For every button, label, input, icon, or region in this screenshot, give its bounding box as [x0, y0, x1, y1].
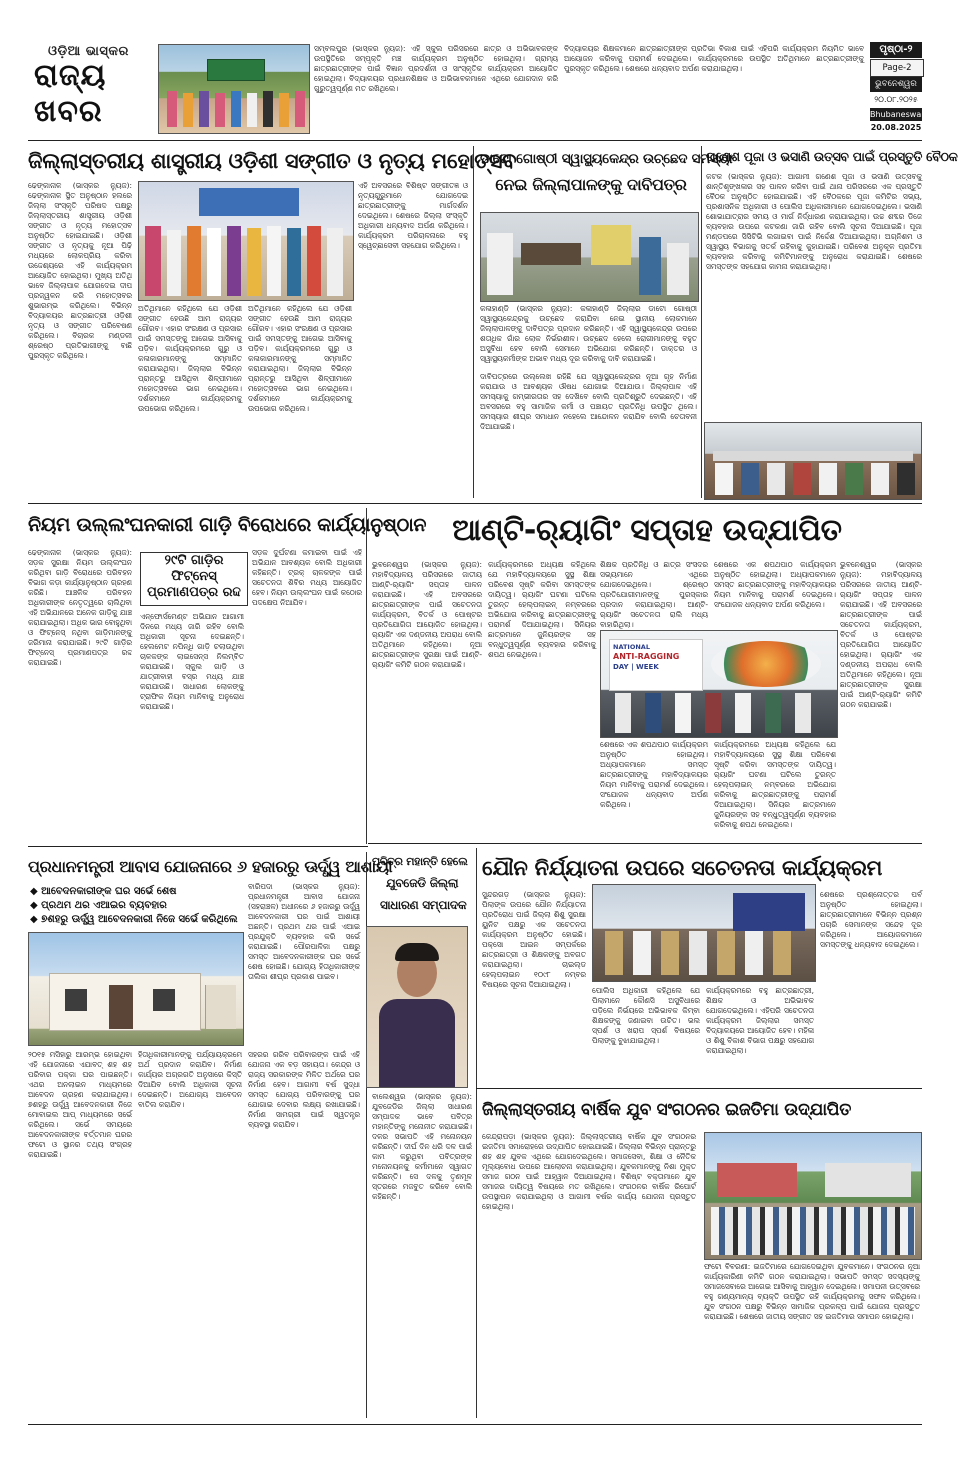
- health-centre-body1: କଳାହାଣ୍ଡି (ଭାସ୍କର ନ୍ୟୁଜ): କଳାହାଣ୍ଡି ଜିଲ୍ଲାର ଡାଟୋ ଗୋଷ୍ଠୀ ସ୍ୱାସ୍ଥ୍ୟକେନ୍ଦ୍ରକୁ ଉଚ୍ଛେଦ କରାଯିବା ନେଇ ସ୍ଥାନୀୟ ଲୋକମାନେ ଜିଲ୍ଲାପାଳଙ୍କୁ ଦାବିପତ୍ର ପ୍ରଦାନ କରିଛନ୍ତି। ଏହି ସ୍ୱାସ୍ଥ୍ୟକେନ୍ଦ୍ର ଉପରେ ଶତାଧିକ ଗାଁର ଲୋକ ନିର୍ଭରଶୀଳ। ଉଚ୍ଛେଦ ହେଲେ ରୋଗୀମାନଙ୍କୁ ବହୁତ ଅସୁବିଧା ହେବ ବୋଲି ସେମାନେ ଅଭିଯୋଗ କରିଛନ୍ତି। ଡାକ୍ତର ଓ ସ୍ୱାସ୍ଥ୍ୟକର୍ମୀଙ୍କ ଅଭାବ ମଧ୍ୟ ଦୂର କରିବାକୁ ଦାବି କରାଯାଇଛି।: [480, 304, 697, 363]
- music-festival-body3: ଅତିଥିମାନେ କହିଥିଲେ ଯେ ଓଡ଼ିଶୀ ସଙ୍ଗୀତ ହେଉଛି ଆମ ରାଜ୍ୟର ଗୌରବ। ଏହାର ସଂରକ୍ଷଣ ଓ ପ୍ରସାର ପାଇଁ ସମସ୍ତଙ୍କୁ ଆଗେଇ ଆସିବାକୁ ପଡ଼ିବ। କାର୍ଯ୍ୟକ୍ରମରେ ଗୁରୁ ଓ କଳାକାରମାନଙ୍କୁ ସମ୍ମାନିତ କରାଯାଇଥିଲା। ଜିଲ୍ଲାର ବିଭିନ୍ନ ପ୍ରାନ୍ତରୁ ଆସିଥିବା ଶିଳ୍ପୀମାନେ ମହୋତ୍ସବରେ ଭାଗ ନେଇଥିଲେ। ଦର୍ଶକମାନେ କାର୍ଯ୍ୟକ୍ରମକୁ ଉପଭୋଗ କରିଥିଲେ।: [248, 304, 352, 413]
- anti-ragging-body3: ଶିକ୍ଷକ ପ୍ରତିନିଧି ଓ ଛାତ୍ର ସଂସଦର ସଭ୍ୟମାନେ ଏଥିରେ ଯୋଗଦେଇଥିଲେ। ଶ୍ରେଷ୍ଠ ପ୍ରତିଯୋଗୀମାନଙ୍କୁ ପୁରସ୍କାର ପ୍ରଦାନ କରାଯାଇଥିଲା। ଆଣ୍ଟି-ର‍୍ୟାଗିଂ ସଚେତନତା ରାଲି ମଧ୍ୟ ବାହାରିଥିଲା।: [600, 560, 708, 629]
- youth-conference-photo: [704, 1132, 922, 1260]
- youth-conference-body2: ଫଟୋ ବିବରଣୀ: ଇଜତିମାରେ ଯୋଗଦେଇଥିବା ଯୁବକମାନେ। ସଂଗଠନର ନୂଆ କାର୍ଯ୍ୟକାରିଣୀ କମିଟି ଗଠନ କରାଯାଇଥିଲା। ସଭାପତି ସମସ୍ତ ସଦସ୍ୟଙ୍କୁ ସମାଜସେବାରେ ଆଗେଇ ଆସିବାକୁ ଆହ୍ୱାନ ଦେଇଥିଲେ। ସମାପନୀ ଉତ୍ସବରେ ବହୁ ଗଣ୍ୟମାନ୍ୟ ବ୍ୟକ୍ତି ଉପସ୍ଥିତ ରହି କାର୍ଯ୍ୟକ୍ରମକୁ ସଫଳ କରିଥିଲେ। ଯୁବ ସଂଗଠନ ପକ୍ଷରୁ ବିଭିନ୍ନ ସାମାଜିକ ପ୍ରକଳ୍ପ ପାଇଁ ଯୋଜନା ପ୍ରସ୍ତୁତ କରାଯାଇଛି। ଶେଷରେ ଜାତୀୟ ସଙ୍ଗୀତ ସହ ଇଜତିମାର ସମାପନ ହୋଇଥିଲା।: [704, 1262, 920, 1321]
- youth-secretary-headline-2: ଯୁବଜେଡି ଜିଲ୍ଲା: [386, 876, 459, 890]
- ganesh-puja-headline: ଗଣେଶ ପୂଜା ଓ ଭସାଣି ଉତ୍ସବ ପାଇଁ ପ୍ରସ୍ତୁତି ବୈଠକ: [706, 149, 958, 164]
- anti-ragging-body2: କାର୍ଯ୍ୟକ୍ରମରେ ଅଧ୍ୟକ୍ଷ କହିଥିଲେ ଯେ ମହାବିଦ୍ୟାଳୟରେ ସୁସ୍ଥ ଶିକ୍ଷା ପରିବେଶ ସୃଷ୍ଟି କରିବା ସମସ୍ତଙ୍କ ଦାୟିତ୍ୱ। ର‍୍ୟାଗିଂ ଘଟଣା ଘଟିଲେ ତୁରନ୍ତ ହେଲ୍ପଲାଇନ୍ ନମ୍ବରରେ ଅଭିଯୋଗ କରିବାକୁ ଛାତ୍ରଛାତ୍ରୀଙ୍କୁ ପରାମର୍ଶ ଦିଆଯାଇଥିଲା। ସିନିୟର ଛାତ୍ରମାନେ ଜୁନିୟରଙ୍କ ସହ ବନ୍ଧୁତ୍ୱପୂର୍ଣ୍ଣ ବ୍ୟବହାର କରିବାକୁ ଶପଥ ନେଇଥିଲେ।: [488, 560, 596, 659]
- traffic-body3: ସଡ଼କ ଦୁର୍ଘଟଣା କମାଇବା ପାଇଁ ଏହି ଅଭିଯାନ ଆବଶ୍ୟକ ବୋଲି ଅଧିକାରୀ କହିଛନ୍ତି। ଟ୍ରକ୍ ଚାଳକଙ୍କ ପାଇଁ ସଚେତନତା ଶିବିର ମଧ୍ୟ ଆୟୋଜିତ ହେବ। ନିୟମ ଉଲ୍ଲଂଘନ ପାଇଁ କଠୋର ପଦକ୍ଷେପ ନିଆଯିବ।: [252, 548, 362, 607]
- section-title-line2: ଖବର: [34, 94, 103, 129]
- banner-line2: ANTI-RAGGING: [613, 652, 680, 661]
- divider: [28, 503, 922, 504]
- edition-en: Bhubaneswar: [870, 110, 925, 119]
- housing-bullet-1: ◆ ଆବେଦନକାରୀଙ୍କ ଘର ସର୍ଭେ ଶେଷ: [30, 886, 177, 897]
- youth-secretary-headline-1: ପବିତ୍ର ମହାନ୍ତି ହେଲେ: [372, 855, 468, 868]
- ganesh-puja-photo: [704, 422, 922, 500]
- anti-ragging-headline: ଆଣ୍ଟି-ର‍୍ୟାଗିଂ ସପ୍ତାହ ଉଦ୍‌ଯାପିତ: [452, 513, 842, 548]
- ganesh-puja-body: କଟକ (ଭାସ୍କର ନ୍ୟୁଜ): ଆଗାମୀ ଗଣେଶ ପୂଜା ଓ ଭସାଣି ଉତ୍ସବକୁ ଶାନ୍ତିଶୃଙ୍ଖଳାର ସହ ପାଳନ କରିବା ପାଇଁ ଥାନା ପରିସରରେ ଏକ ପ୍ରସ୍ତୁତି ବୈଠକ ଅନୁଷ୍ଠିତ ହୋଇଯାଇଛି। ଏହି ବୈଠକରେ ପୂଜା କମିଟିର ସଭ୍ୟ, ପ୍ରଶାସନିକ ଅଧିକାରୀ ଓ ପୋଲିସ ଅଧିକାରୀମାନେ ଯୋଗଦେଇଥିଲେ। ଭସାଣି ଶୋଭାଯାତ୍ରାର ସମୟ ଓ ମାର୍ଗ ନିର୍ଦ୍ଧାରଣ କରାଯାଇଥିଲା। ଉଚ୍ଚ ଶବ୍ଦର ଡିଜେ ବ୍ୟବହାର ଉପରେ କଟକଣା ଜାରି ରହିବ ବୋଲି ସୂଚନା ଦିଆଯାଇଛି। ପୂଜା ମଣ୍ଡପରେ ସିସିଟିଭି ଲଗାଇବା ପାଇଁ ନିର୍ଦ୍ଦେଶ ଦିଆଯାଇଥିଲା। ଅଗ୍ନିଶମ ଓ ସ୍ୱାସ୍ଥ୍ୟ ବିଭାଗକୁ ସତର୍କ ରହିବାକୁ କୁହାଯାଇଛି। ପରିବେଶ ଅନୁକୂଳ ପ୍ରତିମା ବ୍ୟବହାର କରିବାକୁ କମିଟିମାନଙ୍କୁ ଅନୁରୋଧ କରାଯାଇଛି। ଶେଷରେ ସମସ୍ତଙ୍କ ସହଯୋଗ କାମନା କରାଯାଇଥିଲା।: [706, 172, 922, 271]
- awareness-photo: [592, 884, 816, 982]
- banner-line1: NATIONAL: [613, 643, 650, 651]
- divider: [368, 843, 922, 844]
- newspaper-logo: ଓଡ଼ିଆ ଭାସ୍କର: [48, 44, 129, 59]
- anti-ragging-body6: ଭୁବନେଶ୍ୱର (ଭାସ୍କର ନ୍ୟୁଜ): ମହାବିଦ୍ୟାଳୟ ପରିସରରେ ଜାତୀୟ ଆଣ୍ଟି-ର‍୍ୟାଗିଂ ସପ୍ତାହ ପାଳନ କରାଯାଇଛି। ଏହି ଅବସରରେ ଛାତ୍ରଛାତ୍ରୀଙ୍କ ପାଇଁ ସଚେତନତା କାର୍ଯ୍ୟକ୍ରମ, ବିତର୍କ ଓ ପୋଷ୍ଟର ପ୍ରତିଯୋଗିତା ଆୟୋଜିତ ହୋଇଥିଲା। ର‍୍ୟାଗିଂ ଏକ ଦଣ୍ଡନୀୟ ଅପରାଧ ବୋଲି ଅତିଥିମାନେ କହିଥିଲେ। ନୂଆ ଛାତ୍ରଛାତ୍ରୀଙ୍କ ସୁରକ୍ଷା ପାଇଁ ଆଣ୍ଟି-ର‍୍ୟାଗିଂ କମିଟି ଗଠନ କରାଯାଇଛି।: [840, 560, 922, 709]
- masthead: [28, 42, 154, 134]
- housing-body4: ସହରର ଗରିବ ପରିବାରଙ୍କ ପାଇଁ ଏହି ଯୋଜନା ଏକ ବଡ଼ ସହାୟତା। କେନ୍ଦ୍ର ଓ ରାଜ୍ୟ ସରକାରଙ୍କ ମିଳିତ ଅର୍ଥରେ ଘର ନିର୍ମାଣ ହେବ। ଆଗାମୀ ବର୍ଷ ସୁଦ୍ଧା ସମସ୍ତ ଯୋଗ୍ୟ ପରିବାରଙ୍କୁ ଘର ଯୋଗାଇ ଦେବାର ଲକ୍ଷ୍ୟ ରଖାଯାଇଛି। ନିର୍ମାଣ ସାମଗ୍ରୀ ପାଇଁ ସ୍ୱତନ୍ତ୍ର ବ୍ୟବସ୍ଥା କରାଯିବ।: [248, 1050, 360, 1129]
- callout-line1: ୨୯ଟି ଗାଡ଼ିର: [164, 553, 224, 568]
- anti-ragging-photo: [600, 630, 838, 738]
- anti-ragging-body7: ଶେଷରେ ଏକ ଶପଥପାଠ କାର୍ଯ୍ୟକ୍ରମ ଅନୁଷ୍ଠିତ ହୋଇଥିଲା। ଅଧ୍ୟାପକମାନେ ସମସ୍ତ ଛାତ୍ରଛାତ୍ରୀଙ୍କୁ ମହାବିଦ୍ୟାଳୟର ନିୟମ ମାନିବାକୁ ପରାମର୍ଶ ଦେଇଥିଲେ। ସଂଯୋଜକ ଧନ୍ୟବାଦ ଅର୍ପଣ କରିଥିଲେ।: [714, 560, 836, 609]
- anti-ragging-body5: କାର୍ଯ୍ୟକ୍ରମରେ ଅଧ୍ୟକ୍ଷ କହିଥିଲେ ଯେ ମହାବିଦ୍ୟାଳୟରେ ସୁସ୍ଥ ଶିକ୍ଷା ପରିବେଶ ସୃଷ୍ଟି କରିବା ସମସ୍ତଙ୍କ ଦାୟିତ୍ୱ। ର‍୍ୟାଗିଂ ଘଟଣା ଘଟିଲେ ତୁରନ୍ତ ହେଲ୍ପଲାଇନ୍ ନମ୍ବରରେ ଅଭିଯୋଗ କରିବାକୁ ଛାତ୍ରଛାତ୍ରୀଙ୍କୁ ପରାମର୍ଶ ଦିଆଯାଇଥିଲା। ସିନିୟର ଛାତ୍ରମାନେ ଜୁନିୟରଙ୍କ ସହ ବନ୍ଧୁତ୍ୱପୂର୍ଣ୍ଣ ବ୍ୟବହାର କରିବାକୁ ଶପଥ ନେଇଥିଲେ।: [714, 740, 836, 829]
- section-title-line1: ରାଜ୍ୟ: [34, 58, 107, 93]
- edition-or: ଭୁବନେଶ୍ୱର: [870, 77, 922, 92]
- anti-ragging-body1: ଭୁବନେଶ୍ୱର (ଭାସ୍କର ନ୍ୟୁଜ): ମହାବିଦ୍ୟାଳୟ ପରିସରରେ ଜାତୀୟ ଆଣ୍ଟି-ର‍୍ୟାଗିଂ ସପ୍ତାହ ପାଳନ କରାଯାଇଛି। ଏହି ଅବସରରେ ଛାତ୍ରଛାତ୍ରୀଙ୍କ ପାଇଁ ସଚେତନତା କାର୍ଯ୍ୟକ୍ରମ, ବିତର୍କ ଓ ପୋଷ୍ଟର ପ୍ରତିଯୋଗିତା ଆୟୋଜିତ ହୋଇଥିଲା। ର‍୍ୟାଗିଂ ଏକ ଦଣ୍ଡନୀୟ ଅପରାଧ ବୋଲି ଅତିଥିମାନେ କହିଥିଲେ। ନୂଆ ଛାତ୍ରଛାତ୍ରୀଙ୍କ ସୁରକ୍ଷା ପାଇଁ ଆଣ୍ଟି-ର‍୍ୟାଗିଂ କମିଟି ଗଠନ କରାଯାଇଛି।: [372, 560, 482, 669]
- housing-body2: ୨୦୧୫ ମସିହାରୁ ଆରମ୍ଭ ହୋଇଥିବା ଏହି ଯୋଜନାରେ ଏଯାବତ୍ ଶହ ଶହ ପରିବାର ପକ୍କା ଘର ପାଇଛନ୍ତି। ଏଥର ଅନଲାଇନ ମାଧ୍ୟମରେ ଆବେଦନ ଗ୍ରହଣ କରାଯାଇଥିଲା। ୭ଶହରୁ ଊର୍ଦ୍ଧ୍ୱ ଆବେଦନକାରୀ ନିଜେ ମୋବାଇଲ ଆପ୍ ମାଧ୍ୟମରେ ସର୍ଭେ କରିଥିଲେ। ସର୍ଭେ ସମୟରେ ଆବେଦନକାରୀଙ୍କ ବର୍ତ୍ତମାନ ଘରର ଫଟୋ ଓ ସ୍ଥାନର ତଥ୍ୟ ସଂଗ୍ରହ କରାଯାଇଛି।: [28, 1050, 132, 1159]
- traffic-headline: ନିୟମ ଉଲ୍ଲଂଘନକାରୀ ଗାଡ଼ି ବିରୋଧରେ କାର୍ଯ୍ୟାନୁଷ୍ଠାନ: [28, 514, 427, 536]
- housing-bullet-2: ◆ ପ୍ରଥମ ଥର ଏଆଇର ବ୍ୟବହାର: [30, 900, 167, 911]
- health-centre-headline-2: ନେଇ ଜିଲ୍ଲାପାଳଙ୍କୁ ଦାବିପତ୍ର: [495, 175, 687, 194]
- banner-line3: DAY | WEEK: [613, 663, 659, 671]
- page-info: [870, 42, 925, 134]
- traffic-body1: ଢେଙ୍କାନାଳ (ଭାସ୍କର ନ୍ୟୁଜ): ସଡ଼କ ସୁରକ୍ଷା ନିୟମ ଉଲ୍ଲଂଘନ କରିଥିବା ଗାଡ଼ି ବିରୋଧରେ ପରିବହନ ବିଭାଗ କଡ଼ା କାର୍ଯ୍ୟାନୁଷ୍ଠାନ ଗ୍ରହଣ କରିଛି। ଆଞ୍ଚଳିକ ପରିବହନ ଅଧିକାରୀଙ୍କ ନେତୃତ୍ୱରେ ଚାଲିଥିବା ଏହି ଅଭିଯାନରେ ଅନେକ ଗାଡ଼ିକୁ ଯାଞ୍ଚ କରାଯାଇଥିଲା। ଅଧିକ ଭାର ବୋହୁଥିବା ଓ ଫିଟ୍‌ନେସ୍ ନଥିବା ଗାଡ଼ିମାନଙ୍କୁ ଜରିମାନା କରାଯାଇଛି। ୨୯ଟି ଗାଡ଼ିର ଫିଟ୍‌ନେସ୍ ପ୍ରମାଣପତ୍ର ରଦ୍ଦ କରାଯାଇଛି।: [28, 548, 132, 667]
- column-divider: [476, 848, 477, 1418]
- date-or: ୨୦.୦୮.୨୦୨୫: [874, 95, 918, 104]
- youth-secretary-body: ବାଲେଶ୍ୱର (ଭାସ୍କର ନ୍ୟୁଜ): ଯୁବଜେଡିର ଜିଲ୍ଲା ସାଧାରଣ ସମ୍ପାଦକ ଭାବେ ପବିତ୍ର ମହାନ୍ତିଙ୍କୁ ମନୋନୀତ କରାଯାଇଛି। ଦଳର ସଭାପତି ଏହି ମନୋନୟନ କରିଛନ୍ତି। ଦୀର୍ଘ ଦିନ ଧରି ଦଳ ପାଇଁ କାମ କରୁଥିବା ପବିତ୍ରଙ୍କ ମନୋନୟନକୁ କର୍ମୀମାନେ ସ୍ୱାଗତ କରିଛନ୍ତି। ସେ ଦଳକୁ ତୃଣମୂଳ ସ୍ତରରେ ମଜବୁତ କରିବେ ବୋଲି କହିଛନ୍ତି।: [372, 1092, 472, 1201]
- housing-body1: ବାରିପଦା (ଭାସ୍କର ନ୍ୟୁଜ): ପ୍ରଧାନମନ୍ତ୍ରୀ ଆବାସ ଯୋଜନା (ସହରାଞ୍ଚଳ) ଅଧୀନରେ ୬ ହଜାରରୁ ଊର୍ଦ୍ଧ୍ୱ ଆବେଦନକାରୀ ଘର ପାଇଁ ଆଶାୟୀ ଅଛନ୍ତି। ପ୍ରଥମ ଥର ପାଇଁ ଏଆଇ ପ୍ରଯୁକ୍ତି ବ୍ୟବହାର କରି ସର୍ଭେ କରାଯାଇଛି। ପୌରପାଳିକା ପକ୍ଷରୁ ସମସ୍ତ ଆବେଦନକାରୀଙ୍କ ଘର ସର୍ଭେ ଶେଷ ହୋଇଛି। ଯୋଗ୍ୟ ହିତାଧିକାରୀଙ୍କ ତାଲିକା ଶୀଘ୍ର ପ୍ରକାଶ ପାଇବ।: [248, 882, 360, 981]
- youth-conference-headline: ଜିଲ୍ଲାସ୍ତରୀୟ ବାର୍ଷିକ ଯୁବ ସଂଗଠନର ଇଜତିମା ଉଦ୍‌ଯାପିତ: [482, 1100, 852, 1120]
- awareness-headline: ଯୌନ ନିର୍ଯ୍ୟାତନା ଉପରେ ସଚେତନତା କାର୍ଯ୍ୟକ୍ରମ: [482, 856, 882, 880]
- divider: [476, 1088, 922, 1089]
- portrait-photo: [366, 926, 468, 1088]
- housing-body3: ହିତାଧିକାରୀମାନଙ୍କୁ ପର୍ଯ୍ୟାୟକ୍ରମେ ଅର୍ଥ ପ୍ରଦାନ କରାଯିବ। ନିର୍ମାଣ କାର୍ଯ୍ୟର ଅଗ୍ରଗତି ଅନୁସାରେ କିସ୍ତି ଦିଆଯିବ ବୋଲି ଅଧିକାରୀ ସୂଚନା ଦେଇଛନ୍ତି। ଅଯୋଗ୍ୟ ଆବେଦନ ବାତିଲ କରାଯିବ।: [138, 1050, 242, 1109]
- column-divider: [473, 146, 474, 498]
- divider: [28, 1424, 922, 1425]
- top-strip-col1: ସମ୍ବଲପୁର (ଭାସ୍କର ନ୍ୟୁଜ): ଏହି ସ୍କୁଲ ପରିସରରେ ଛାତ୍ର ଓ ଅଭିଭାବକଙ୍କ ଉପସ୍ଥିତିରେ ସମ୍ପୃକ୍ତି ମଞ୍ଚ କାର୍ଯ୍ୟକ୍ରମ ଅନୁଷ୍ଠିତ ହୋଇଥିଲା। ଗ୍ରାମ୍ୟ ଛାତ୍ରଛାତ୍ରୀଙ୍କ ପାଇଁ ବିଜ୍ଞାନ ପ୍ରଦର୍ଶନୀ ଓ ସାଂସ୍କୃତିକ କାର୍ଯ୍ୟକ୍ରମ ଆୟୋଜିତ ହୋଇଥିଲା। ବିଦ୍ୟାଳୟର ପ୍ରଧାନଶିକ୍ଷକ ଓ ଅଭିଭାବକମାନେ ଏଥିରେ ଯୋଗଦାନ କରି ଗୁରୁତ୍ୱପୂର୍ଣ୍ଣ ମତ ରଖିଥିଲେ।: [314, 44, 558, 93]
- masthead-photo: [158, 44, 310, 134]
- date-en: 20.08.2025: [870, 123, 922, 132]
- divider: [28, 846, 368, 847]
- awareness-body2: ପୋଲିସ ଅଧିକାରୀ କହିଥିଲେ ଯେ ପିଲାମାନେ କୌଣସି ଅସୁବିଧାରେ ପଡ଼ିଲେ ନିର୍ଭୟରେ ଅଭିଭାବକ କିମ୍ବା ଶିକ୍ଷକଙ୍କୁ ଜଣାଇବା ଉଚିତ। ଭଲ ସ୍ପର୍ଶ ଓ ଖରାପ ସ୍ପର୍ଶ ବିଷୟରେ ପିଲାଙ୍କୁ ବୁଝାଯାଇଥିଲା।: [592, 986, 700, 1045]
- awareness-body4: ଶେଷରେ ପ୍ରଶ୍ନୋତ୍ତର ପର୍ବ ଅନୁଷ୍ଠିତ ହୋଇଥିଲା। ଛାତ୍ରଛାତ୍ରୀମାନେ ବିଭିନ୍ନ ପ୍ରଶ୍ନ ପଚାରି ସେମାନଙ୍କ ସନ୍ଦେହ ଦୂର କରିଥିଲେ। ଆୟୋଜକମାନେ ସମସ୍ତଙ୍କୁ ଧନ୍ୟବାଦ ଦେଇଥିଲେ।: [820, 890, 922, 949]
- youth-conference-body1: କେନ୍ଦ୍ରାପଡ଼ା (ଭାସ୍କର ନ୍ୟୁଜ): ଜିଲ୍ଲାସ୍ତରୀୟ ବାର୍ଷିକ ଯୁବ ସଂଗଠନର ଇଜତିମା ସମାରୋହରେ ଉଦ୍‌ଯାପିତ ହୋଇଯାଇଛି। ଜିଲ୍ଲାର ବିଭିନ୍ନ ପ୍ରାନ୍ତରୁ ଶହ ଶହ ଯୁବକ ଏଥିରେ ଯୋଗଦେଇଥିଲେ। ସମାଜସେବା, ଶିକ୍ଷା ଓ ନୈତିକ ମୂଲ୍ୟବୋଧ ଉପରେ ଆଲୋଚନା କରାଯାଇଥିଲା। ଯୁବକମାନଙ୍କୁ ନିଶା ମୁକ୍ତ ସମାଜ ଗଠନ ପାଇଁ ଆହ୍ୱାନ ଦିଆଯାଇଥିଲା। ବିଶିଷ୍ଟ ବକ୍ତାମାନେ ଯୁବ ସମାଜର ଦାୟିତ୍ୱ ବିଷୟରେ ମତ ରଖିଥିଲେ। ସଂଗଠନର ବାର୍ଷିକ ରିପୋର୍ଟ ଉପସ୍ଥାପନ କରାଯାଇଥିଲା ଓ ଆଗାମୀ ବର୍ଷର କାର୍ଯ୍ୟ ଯୋଜନା ପ୍ରସ୍ତୁତ ହୋଇଥିଲା।: [482, 1132, 696, 1211]
- divider: [28, 140, 922, 141]
- page-label-en: Page-2: [870, 59, 924, 77]
- column-divider: [701, 146, 702, 498]
- traffic-callout: [140, 552, 248, 606]
- callout-line2: ଫିଟ୍‌ନେସ୍: [171, 569, 217, 584]
- music-festival-body1: ଢେଙ୍କାନାଳ (ଭାସ୍କର ନ୍ୟୁଜ): ଢେଙ୍କାନାଳ ସ୍ଥିତ ଅନୁଷ୍ଠାନ ହଲରେ ଜିଲ୍ଲା ସଂସ୍କୃତି ପରିଷଦ ପକ୍ଷରୁ ଜିଲ୍ଲାସ୍ତରୀୟ ଶାସ୍ତ୍ରୀୟ ଓଡ଼ିଶୀ ସଙ୍ଗୀତ ଓ ନୃତ୍ୟ ମହୋତ୍ସବ ଅନୁଷ୍ଠିତ ହୋଇଯାଇଛି। ଓଡ଼ିଶୀ ସଙ୍ଗୀତ ଓ ନୃତ୍ୟକୁ ନୂଆ ପିଢ଼ି ମଧ୍ୟରେ ଲୋକପ୍ରିୟ କରିବା ଉଦ୍ଦେଶ୍ୟରେ ଏହି କାର୍ଯ୍ୟକ୍ରମ ଆୟୋଜିତ ହୋଇଥିଲା। ମୁଖ୍ୟ ଅତିଥି ଭାବେ ଜିଲ୍ଲାପାଳ ଯୋଗଦେଇ ଦୀପ ପ୍ରଜ୍ୱଳନ କରି ମହୋତ୍ସବର ଶୁଭାରମ୍ଭ କରିଥିଲେ। ବିଭିନ୍ନ ବିଦ୍ୟାଳୟର ଛାତ୍ରଛାତ୍ରୀ ଓଡ଼ିଶୀ ନୃତ୍ୟ ଓ ସଙ୍ଗୀତ ପରିବେଷଣ କରିଥିଲେ। ବିଚାରକ ମଣ୍ଡଳୀ ଶ୍ରେଷ୍ଠ ପ୍ରତିଭାଗୀଙ୍କୁ ବାଛି ପୁରସ୍କୃତ କରିଥିଲେ।: [28, 181, 132, 360]
- column-divider: [366, 508, 367, 844]
- music-festival-headline: ଜିଲ୍ଲାସ୍ତରୀୟ ଶାସ୍ତ୍ରୀୟ ଓଡ଼ିଶୀ ସଙ୍ଗୀତ ଓ ନୃତ୍ୟ ମହୋତ୍ସବ: [28, 149, 517, 173]
- housing-photo: [28, 932, 244, 1046]
- youth-secretary-headline-3: ସାଧାରଣ ସମ୍ପାଦକ: [380, 898, 467, 912]
- housing-bullet-3: ◆ ୭ଶହରୁ ଊର୍ଦ୍ଧ୍ୱ ଆବେଦନକାରୀ ନିଜେ ସର୍ଭେ କରିଥିଲେ: [30, 914, 238, 925]
- top-strip-col2: ବିଦ୍ୟାଳୟର ଶିକ୍ଷକମାନେ ଛାତ୍ରଛାତ୍ରୀଙ୍କ ପ୍ରତିଭା ବିକାଶ ପାଇଁ ଏହିପରି କାର୍ଯ୍ୟକ୍ରମ ନିୟମିତ ଭାବେ ଆୟୋଜନ କରିବାକୁ ପରାମର୍ଶ ଦେଇଥିଲେ। କାର୍ଯ୍ୟକ୍ରମରେ ଉପସ୍ଥିତ ଅତିଥିମାନେ ଛାତ୍ରଛାତ୍ରୀଙ୍କୁ ପୁରସ୍କୃତ କରିଥିଲେ। ଶେଷରେ ଧନ୍ୟବାଦ ଅର୍ପଣ କରାଯାଇଥିଲା।: [564, 44, 864, 73]
- traffic-body2: ଏନ୍‌ଫୋର୍ସମେଣ୍ଟ ଅଭିଯାନ ଆଗାମୀ ଦିନରେ ମଧ୍ୟ ଜାରି ରହିବ ବୋଲି ଅଧିକାରୀ ସୂଚନା ଦେଇଛନ୍ତି। ହେଲମେଟ ନପିନ୍ଧି ଗାଡ଼ି ଚଲାଉଥିବା ଚାଳକଙ୍କ ଲାଇସେନ୍ସ ନିଲମ୍ବିତ କରାଯାଇଛି। ସ୍କୁଲ ଗାଡ଼ି ଓ ଯାତ୍ରୀବାହୀ ବସ୍‌ର ମଧ୍ୟ ଯାଞ୍ଚ କରାଯାଉଛି। ସାଧାରଣ ଲୋକଙ୍କୁ ଟ୍ରାଫିକ ନିୟମ ମାନିବାକୁ ଅନୁରୋଧ କରାଯାଇଛି।: [140, 612, 244, 711]
- health-centre-headline-1: ଡାଟୋ ଗୋଷ୍ଠୀ ସ୍ୱାସ୍ଥ୍ୟକେନ୍ଦ୍ର ଉଚ୍ଛେଦ ସମସ୍ୟା: [480, 151, 733, 167]
- music-festival-photo: [138, 181, 354, 301]
- health-centre-photo: [480, 212, 699, 302]
- awareness-body1: ସୁନ୍ଦରଗଡ଼ (ଭାସ୍କର ନ୍ୟୁଜ): ପିଲାଙ୍କ ଉପରେ ଯୌନ ନିର୍ଯ୍ୟାତନା ପ୍ରତିରୋଧ ପାଇଁ ଜିଲ୍ଲା ଶିଶୁ ସୁରକ୍ଷା ୟୁନିଟ ପକ୍ଷରୁ ଏକ ସଚେତନତା କାର୍ଯ୍ୟକ୍ରମ ଅନୁଷ୍ଠିତ ହୋଇଛି। ପକ୍ସୋ ଆଇନ ସମ୍ପର୍କରେ ଛାତ୍ରଛାତ୍ରୀ ଓ ଶିକ୍ଷକଙ୍କୁ ଅବଗତ କରାଯାଇଥିଲା। ଚାଇଲ୍ଡ ହେଲ୍ପଲାଇନ ୧୦୯୮ ନମ୍ବର ବିଷୟରେ ସୂଚନା ଦିଆଯାଇଥିଲା।: [482, 890, 586, 989]
- awareness-body3: କାର୍ଯ୍ୟକ୍ରମରେ ବହୁ ଛାତ୍ରଛାତ୍ରୀ, ଶିକ୍ଷକ ଓ ଅଭିଭାବକ ଯୋଗଦେଇଥିଲେ। ଏହିପରି ସଚେତନତା କାର୍ଯ୍ୟକ୍ରମ ଜିଲ୍ଲାର ସମସ୍ତ ବିଦ୍ୟାଳୟରେ ଆୟୋଜିତ ହେବ। ମହିଳା ଓ ଶିଶୁ ବିକାଶ ବିଭାଗ ପକ୍ଷରୁ ସହଯୋଗ କରାଯାଇଥିଲା।: [706, 986, 814, 1055]
- anti-ragging-body4: ଶେଷରେ ଏକ ଶପଥପାଠ କାର୍ଯ୍ୟକ୍ରମ ଅନୁଷ୍ଠିତ ହୋଇଥିଲା। ଅଧ୍ୟାପକମାନେ ସମସ୍ତ ଛାତ୍ରଛାତ୍ରୀଙ୍କୁ ମହାବିଦ୍ୟାଳୟର ନିୟମ ମାନିବାକୁ ପରାମର୍ଶ ଦେଇଥିଲେ। ସଂଯୋଜକ ଧନ୍ୟବାଦ ଅର୍ପଣ କରିଥିଲେ।: [600, 740, 708, 809]
- health-centre-body2: ଦାବିପତ୍ରରେ ଉଲ୍ଲେଖ ରହିଛି ଯେ ସ୍ୱାସ୍ଥ୍ୟକେନ୍ଦ୍ରର ନୂଆ ଗୃହ ନିର୍ମାଣ କରାଯାଉ ଓ ଆବଶ୍ୟକ ଔଷଧ ଯୋଗାଇ ଦିଆଯାଉ। ଜିଲ୍ଲାପାଳ ଏହି ସମସ୍ୟାକୁ ଗମ୍ଭୀରତାର ସହ ଦେଖିବେ ବୋଲି ପ୍ରତିଶ୍ରୁତି ଦେଇଛନ୍ତି। ଏହି ଅବସରରେ ବହୁ ସାମାଜିକ କର୍ମୀ ଓ ପଞ୍ଚାୟତ ପ୍ରତିନିଧି ଉପସ୍ଥିତ ଥିଲେ। ସମସ୍ୟାର ଶୀଘ୍ର ସମାଧାନ ନହେଲେ ଆନ୍ଦୋଳନ କରାଯିବ ବୋଲି ଚେତାବନୀ ଦିଆଯାଇଛି।: [480, 372, 697, 431]
- music-festival-body4: ଏହି ଅବସରରେ ବିଶିଷ୍ଟ ସଙ୍ଗୀତଜ୍ଞ ଓ ନୃତ୍ୟଗୁରୁମାନେ ଯୋଗଦେଇ ଛାତ୍ରଛାତ୍ରୀଙ୍କୁ ମାର୍ଗଦର୍ଶନ ଦେଇଥିଲେ। ଶେଷରେ ଜିଲ୍ଲା ସଂସ୍କୃତି ଅଧିକାରୀ ଧନ୍ୟବାଦ ଅର୍ପଣ କରିଥିଲେ। କାର୍ଯ୍ୟକ୍ରମ ପରିଚାଳନାରେ ବହୁ ସ୍ୱେଚ୍ଛାସେବୀ ସହଯୋଗ କରିଥିଲେ।: [358, 181, 468, 250]
- music-festival-body2: ଅତିଥିମାନେ କହିଥିଲେ ଯେ ଓଡ଼ିଶୀ ସଙ୍ଗୀତ ହେଉଛି ଆମ ରାଜ୍ୟର ଗୌରବ। ଏହାର ସଂରକ୍ଷଣ ଓ ପ୍ରସାର ପାଇଁ ସମସ୍ତଙ୍କୁ ଆଗେଇ ଆସିବାକୁ ପଡ଼ିବ। କାର୍ଯ୍ୟକ୍ରମରେ ଗୁରୁ ଓ କଳାକାରମାନଙ୍କୁ ସମ୍ମାନିତ କରାଯାଇଥିଲା। ଜିଲ୍ଲାର ବିଭିନ୍ନ ପ୍ରାନ୍ତରୁ ଆସିଥିବା ଶିଳ୍ପୀମାନେ ମହୋତ୍ସବରେ ଭାଗ ନେଇଥିଲେ। ଦର୍ଶକମାନେ କାର୍ଯ୍ୟକ୍ରମକୁ ଉପଭୋଗ କରିଥିଲେ।: [138, 304, 242, 413]
- page-number: ପୃଷ୍ଠା-୨: [870, 42, 922, 58]
- callout-line3: ପ୍ରମାଣପତ୍ର ରଦ୍ଦ: [147, 585, 241, 600]
- housing-headline: ପ୍ରଧାନମନ୍ତ୍ରୀ ଆବାସ ଯୋଜନାରେ ୬ ହଜାରରୁ ଊର୍ଦ୍ଧ୍ୱ ଆଶାୟୀ: [28, 857, 393, 876]
